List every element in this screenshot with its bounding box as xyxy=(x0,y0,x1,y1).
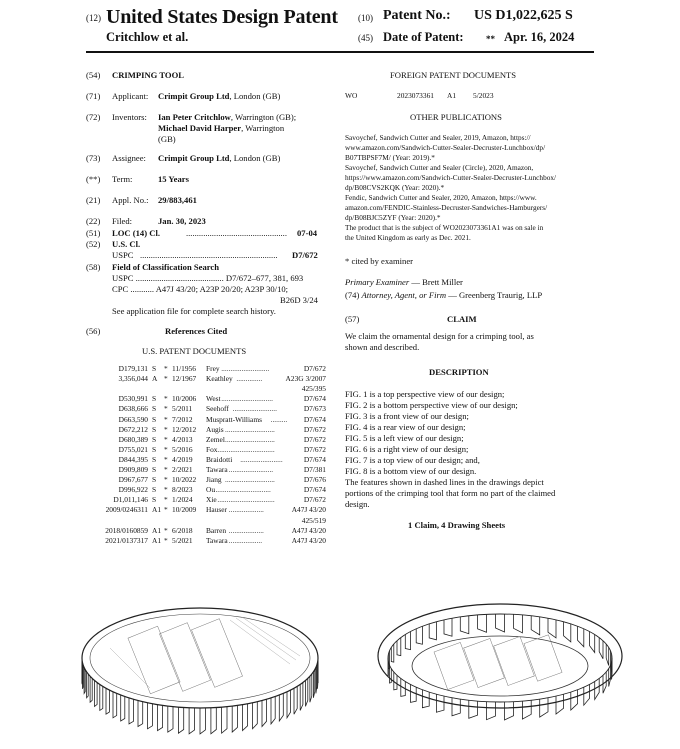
reference-name: Barren xyxy=(206,525,227,535)
filed-label: Filed: xyxy=(112,216,133,226)
reference-date: 8/2023 xyxy=(172,485,193,495)
reference-row xyxy=(86,384,326,394)
figure-description: FIG. 4 is a rear view of our design; xyxy=(345,422,466,432)
reference-name: Keathley xyxy=(206,374,233,384)
reference-row xyxy=(86,505,326,515)
publication-line: The product that is the subject of WO2023073361A1 was on sale in xyxy=(345,223,544,232)
reference-date: 12/1967 xyxy=(172,374,197,384)
cited-note: * cited by examiner xyxy=(345,256,414,266)
crimp-tooth xyxy=(253,702,258,729)
reference-row xyxy=(86,425,326,435)
reference-row xyxy=(86,394,326,404)
uspc-dots: ................................................................ xyxy=(140,250,278,260)
reference-dots: ............................... xyxy=(217,495,275,505)
reference-no: D844,395 xyxy=(118,454,148,464)
reference-s: * xyxy=(164,525,168,535)
crimp-tooth xyxy=(271,697,275,724)
reference-cls: A47J 43/20 xyxy=(291,525,326,535)
reference-k: A1 xyxy=(152,525,162,535)
crimp-tooth xyxy=(222,707,227,734)
patent-no-label: Patent No.: xyxy=(383,8,451,23)
reference-name: Frey xyxy=(206,364,220,373)
field-search-cpc: CPC ........... A47J 43/20; A23P 20/20; A23P 30/10; xyxy=(112,284,289,294)
reference-row xyxy=(86,495,326,505)
crimp-tooth xyxy=(429,622,436,640)
dashed-note-1: The features shown in dashed lines in the drawings depict xyxy=(345,477,544,487)
reference-cls: D7/674 xyxy=(303,414,326,424)
term-num: (**) xyxy=(86,174,101,184)
reference-row xyxy=(86,526,326,536)
reference-name: Tawara xyxy=(206,465,228,474)
patent-number: US D1,022,625 S xyxy=(474,8,573,23)
foreign-date: 5/2023 xyxy=(473,91,494,100)
description-title: DESCRIPTION xyxy=(429,367,489,377)
reference-row xyxy=(86,455,326,465)
field-search-uspc: USPC ......................................... D7/672–677, 381, 693 xyxy=(112,273,304,283)
reference-date: 11/1956 xyxy=(172,364,196,373)
crimp-tooth xyxy=(564,622,571,642)
reference-cls: D7/672 xyxy=(303,434,326,444)
reference-row xyxy=(86,415,326,425)
reference-date: 1/2024 xyxy=(172,495,193,505)
appl-no-label: Appl. No.: xyxy=(112,195,149,205)
publication-line: Savoychef, Sandwich Cutter and Sealer, 2019, Amazon, https:// xyxy=(345,133,531,142)
us-patent-docs-title: U.S. PATENT DOCUMENTS xyxy=(142,346,247,356)
reference-row xyxy=(86,404,326,414)
references-cited-label: References Cited xyxy=(165,326,228,336)
figure-description: FIG. 7 is a top view of our design; and, xyxy=(345,455,480,465)
reference-date: 10/2009 xyxy=(172,505,197,515)
crimp-tooth xyxy=(100,684,103,710)
patent-title: United States Design Patent xyxy=(106,6,338,28)
reference-no: 2021/0137317 xyxy=(105,535,148,545)
publication-line: Savoychef, Sandwich Cutter and Sealer (Circle), 2020, Amazon, xyxy=(345,163,534,172)
reference-date: 12/2012 xyxy=(172,424,197,434)
embossed-text-right xyxy=(434,635,562,690)
crimp-tooth xyxy=(95,680,98,706)
reference-name: Zemel xyxy=(206,434,225,444)
reference-cls: 425/395 xyxy=(301,384,326,394)
reference-name: Xie xyxy=(206,495,217,505)
field-search-label: Field of Classification Search xyxy=(112,262,220,272)
publication-line: the United Kingdom as early as Dec. 2021. xyxy=(345,233,471,242)
publication-line: amazon.com/FENDIC-Stainless-Decruster-Sandwiches-Hamburgers/ xyxy=(345,203,548,212)
reference-name: Fox xyxy=(206,444,218,454)
crimp-tooth xyxy=(452,698,460,716)
header-rule xyxy=(86,51,594,53)
crimp-tooth xyxy=(84,667,85,693)
crimp-tooth xyxy=(514,614,523,633)
reference-date: 2/2021 xyxy=(172,465,193,474)
uspc-label: USPC xyxy=(112,250,134,260)
foreign-country: WO xyxy=(345,91,358,100)
crimp-tooth xyxy=(129,698,134,724)
reference-cls: A47J 43/20 xyxy=(291,535,326,545)
reference-cls: D7/674 xyxy=(303,454,326,464)
reference-no: 3,356,044 xyxy=(118,374,148,384)
reference-cls: A47J 43/20 xyxy=(291,505,326,515)
reference-cls: D7/674 xyxy=(303,485,326,495)
reference-cls: D7/676 xyxy=(303,475,326,485)
reference-k: S xyxy=(152,404,157,414)
filed-date: Jan. 30, 2023 xyxy=(158,216,206,226)
reference-dots: ................... xyxy=(228,525,264,535)
header-num-45: (45) xyxy=(358,33,373,43)
reference-k: A xyxy=(152,374,158,384)
reference-date: 10/2006 xyxy=(172,394,197,404)
crimp-tooth xyxy=(200,708,205,734)
reference-row xyxy=(86,374,326,384)
reference-row xyxy=(86,536,326,546)
figure-description: FIG. 2 is a bottom perspective view of our design; xyxy=(345,400,518,410)
header-num-12: (12) xyxy=(86,13,101,23)
reference-cls: D7/673 xyxy=(303,404,326,414)
reference-dots: ........................ xyxy=(232,404,277,414)
crimp-tooth xyxy=(460,616,469,634)
f52-num: (52) xyxy=(86,239,101,249)
crimp-tooth xyxy=(300,682,303,710)
uspc-value: D7/672 xyxy=(292,250,318,260)
crimp-tooth xyxy=(243,704,248,731)
claims-sheets: 1 Claim, 4 Drawing Sheets xyxy=(408,520,506,530)
reference-row xyxy=(86,364,326,374)
foreign-docs-title: FOREIGN PATENT DOCUMENTS xyxy=(390,70,517,80)
date-label: Date of Patent: xyxy=(383,30,464,44)
reference-date: 5/2021 xyxy=(172,535,193,545)
reference-s: * xyxy=(164,475,168,485)
bottom-perspective-figure xyxy=(378,604,622,720)
figure-description: FIG. 6 is a right view of our design; xyxy=(345,444,469,454)
crimp-tooth xyxy=(87,672,89,698)
dashed-note-3: design. xyxy=(345,499,370,509)
reference-k: S xyxy=(152,485,157,495)
f21-num: (21) xyxy=(86,195,101,205)
reference-dots: ........................... xyxy=(225,424,275,434)
reference-name: Jiang xyxy=(206,475,222,485)
embossed-text-left xyxy=(128,619,243,694)
reference-s: * xyxy=(164,495,168,505)
crimp-tooth xyxy=(578,626,584,647)
reference-no: D638,666 xyxy=(118,404,148,414)
crimp-tooth xyxy=(571,690,578,710)
reference-date: 7/2012 xyxy=(172,414,193,424)
crimp-tooth xyxy=(106,688,109,714)
attorney: (74) Attorney, Agent, or Firm — Greenberg Traurig, LLP xyxy=(345,290,543,300)
reference-s: * xyxy=(164,454,168,464)
reference-date: 5/2016 xyxy=(172,444,193,454)
crimp-tooth xyxy=(121,695,125,721)
reference-k: S xyxy=(152,465,157,474)
f51-num: (51) xyxy=(86,228,101,238)
reference-s: * xyxy=(164,434,168,444)
crimp-tooth xyxy=(113,692,117,718)
reference-name: Ou xyxy=(206,485,216,495)
reference-no: D663,590 xyxy=(118,414,148,424)
reference-cls: D7/672 xyxy=(303,495,326,505)
publication-line: dp/B08CVS2KQK (Year: 2020).* xyxy=(345,183,445,192)
reference-cls: D7/672 xyxy=(303,364,326,373)
reference-no: D680,389 xyxy=(118,434,148,444)
reference-cls: D7/674 xyxy=(303,394,326,404)
primary-examiner: Primary Examiner — Brett Miller xyxy=(345,277,463,287)
f54-num: (54) xyxy=(86,70,101,80)
reference-k: A1 xyxy=(152,505,162,515)
f73-num: (73) xyxy=(86,153,101,163)
reference-no: D672,212 xyxy=(118,424,148,434)
reference-cls: D7/672 xyxy=(303,424,326,434)
reference-dots: ............................ xyxy=(221,394,273,404)
reference-dots: ........................... xyxy=(225,434,275,444)
crimp-tooth xyxy=(540,698,548,717)
reference-row xyxy=(86,475,326,485)
reference-k: S xyxy=(152,424,157,434)
figure-description: FIG. 5 is a left view of our design; xyxy=(345,433,464,443)
reference-s: * xyxy=(164,444,168,454)
reference-cls: 425/519 xyxy=(301,515,326,525)
crimp-tooth xyxy=(279,693,283,721)
crimp-tooth xyxy=(211,708,216,734)
term-value: 15 Years xyxy=(158,174,189,184)
reference-s: * xyxy=(164,535,168,545)
reference-s: * xyxy=(164,374,168,384)
reference-row xyxy=(86,516,326,526)
f58-num: (58) xyxy=(86,262,101,272)
crimp-tooth xyxy=(556,694,564,714)
reference-dots: ....................... xyxy=(240,454,283,464)
crimp-teeth-left xyxy=(82,658,318,734)
crimp-tooth xyxy=(436,694,444,712)
loc-value: 07-04 xyxy=(297,228,318,238)
reference-row xyxy=(86,445,326,455)
reference-no: D755,021 xyxy=(118,444,148,454)
claim-text-2: shown and described. xyxy=(345,342,420,352)
reference-s: * xyxy=(164,364,168,373)
crimp-tooth xyxy=(478,614,487,632)
crimp-tooth xyxy=(548,618,556,638)
crimp-tooth xyxy=(313,670,314,698)
reference-name: Tawara xyxy=(206,535,228,545)
reference-s: * xyxy=(164,465,168,474)
publication-line: Fendic, Sandwich Cutter and Sealer, 2020, Amazon, https://www. xyxy=(345,193,537,202)
us-cl-label: U.S. Cl. xyxy=(112,239,141,249)
reference-name: West xyxy=(206,394,221,404)
reference-k: S xyxy=(152,364,157,373)
reference-name: Braidotti xyxy=(206,454,233,464)
reference-row xyxy=(86,465,326,475)
figure-description: FIG. 3 is a front view of our design; xyxy=(345,411,469,421)
inventor-1: Ian Peter Critchlow, Warrington (GB); xyxy=(158,112,297,122)
reference-dots: .................. xyxy=(228,535,263,545)
f71-num: (71) xyxy=(86,91,101,101)
invention-title: CRIMPING TOOL xyxy=(112,70,185,80)
crimp-tooth xyxy=(168,706,173,732)
f22-num: (22) xyxy=(86,216,101,226)
reference-s: * xyxy=(164,414,168,424)
f56-num: (56) xyxy=(86,326,101,336)
crimp-tooth xyxy=(316,665,317,693)
date-star: ** xyxy=(486,34,495,44)
crimp-teeth-right xyxy=(388,614,612,720)
reference-k: S xyxy=(152,434,157,444)
publication-line: https://www.amazon.com/Sandwich-Cutter-Sealer-Decruster-Lunchbox/ xyxy=(345,173,557,182)
other-pubs-title: OTHER PUBLICATIONS xyxy=(410,112,502,122)
f72-num: (72) xyxy=(86,112,101,122)
inventor-2: Michael David Harper, Warrington xyxy=(158,123,285,133)
reference-s: * xyxy=(164,505,168,515)
reference-name: Hauser xyxy=(206,505,227,515)
reference-k: S xyxy=(152,414,157,424)
reference-s: * xyxy=(164,404,168,414)
claim-num: (57) xyxy=(345,314,360,324)
applicant: Crimpit Group Ltd, London (GB) xyxy=(158,91,281,101)
reference-date: 6/2018 xyxy=(172,525,193,535)
reference-dots: .............. xyxy=(236,374,263,384)
hatching-left xyxy=(110,617,300,688)
crimp-tooth xyxy=(590,632,595,653)
reference-k: S xyxy=(152,394,157,404)
crimp-tooth xyxy=(487,702,496,720)
reference-k: S xyxy=(152,475,157,485)
crimp-tooth xyxy=(310,674,312,702)
reference-cls: D7/672 xyxy=(303,444,326,454)
reference-name: Seehoff xyxy=(206,404,229,414)
dashed-note-2: portions of the crimping tool that form no part of the claimed xyxy=(345,488,556,498)
crimp-tooth xyxy=(189,708,195,734)
crimp-tooth xyxy=(469,700,478,718)
foreign-kind: A1 xyxy=(447,91,457,100)
crimp-tooth xyxy=(158,705,163,731)
reference-s: * xyxy=(164,424,168,434)
reference-date: 10/2022 xyxy=(172,475,197,485)
reference-dots: ............................... xyxy=(217,444,275,454)
loc-dots: ............................................... xyxy=(186,228,287,238)
patent-date: Apr. 16, 2024 xyxy=(504,30,575,44)
header-num-10: (10) xyxy=(358,13,373,23)
publication-line: B07TBPSF7M/ (Year: 2019).* xyxy=(345,153,435,162)
reference-k: S xyxy=(152,495,157,505)
crimping-tool-drawing xyxy=(0,588,680,749)
claim-text-1: We claim the ornamental design for a crimping tool, as xyxy=(345,331,534,341)
crimp-tooth xyxy=(90,676,92,702)
reference-row xyxy=(86,435,326,445)
crimp-tooth xyxy=(232,705,237,732)
reference-no: D530,991 xyxy=(118,394,148,404)
reference-no: D1,011,146 xyxy=(113,495,148,505)
reference-dots: ............................... xyxy=(213,485,271,495)
field-search-note: See application file for complete search history. xyxy=(112,306,276,316)
reference-no: D996,922 xyxy=(118,485,148,495)
crimp-tooth xyxy=(306,678,308,706)
crimp-tooth xyxy=(178,707,183,733)
crimp-tooth xyxy=(83,663,84,689)
reference-name: Muspratt-Williams xyxy=(206,414,262,424)
field-search-cpc-2: B26D 3/24 xyxy=(280,295,318,305)
reference-date: 4/2019 xyxy=(172,454,193,464)
inventors-short: Critchlow et al. xyxy=(106,30,189,44)
reference-cls: A23G 3/2007 xyxy=(285,374,326,384)
loc-label: LOC (14) Cl. xyxy=(112,228,160,238)
crimp-tooth xyxy=(522,700,531,719)
reference-dots: ......... xyxy=(270,414,288,424)
reference-no: D909,809 xyxy=(118,465,148,474)
reference-cls: D7/381 xyxy=(303,465,326,474)
figure-description: FIG. 8 is a bottom view of our design. xyxy=(345,466,477,476)
crimp-tooth xyxy=(262,699,267,726)
inventor-2-place: (GB) xyxy=(158,134,176,144)
reference-k: S xyxy=(152,444,157,454)
term-label: Term: xyxy=(112,174,133,184)
publication-line: dp/B08BJC5ZYF (Year: 2020).* xyxy=(345,213,441,222)
assignee-label: Assignee: xyxy=(112,153,146,163)
reference-date: 5/2011 xyxy=(172,404,193,414)
top-perspective-figure xyxy=(82,608,318,734)
crimp-tooth xyxy=(416,626,422,644)
reference-dots: ........................ xyxy=(228,465,274,474)
crimp-tooth xyxy=(287,690,291,718)
reference-dots: ................... xyxy=(228,505,264,515)
reference-no: 2009/0246311 xyxy=(105,505,148,515)
reference-name: Augis xyxy=(206,424,224,434)
crimp-tooth xyxy=(138,701,143,727)
reference-date: 4/2013 xyxy=(172,434,193,444)
reference-k: S xyxy=(152,454,157,464)
crimp-tooth xyxy=(505,702,514,720)
crimp-tooth xyxy=(584,684,590,705)
crimp-tooth xyxy=(531,616,540,635)
reference-s: * xyxy=(164,394,168,404)
appl-no: 29/883,461 xyxy=(158,195,197,205)
foreign-no: 2023073361 xyxy=(397,91,434,100)
reference-no: D179,131 xyxy=(118,364,148,373)
publication-line: www.amazon.com/Sandwich-Cutter-Sealer-Decruster-Lunchbox/dp/ xyxy=(345,143,546,152)
crimp-tooth xyxy=(496,614,505,632)
reference-no: 2018/0160859 xyxy=(105,525,148,535)
crimp-tooth xyxy=(148,703,153,729)
reference-s: * xyxy=(164,485,168,495)
crimp-tooth xyxy=(444,618,452,636)
reference-dots: ........................... xyxy=(225,475,275,485)
figure-description: FIG. 1 is a top perspective view of our design; xyxy=(345,389,505,399)
claim-title: CLAIM xyxy=(447,314,477,324)
reference-row xyxy=(86,485,326,495)
reference-no: D967,677 xyxy=(118,475,148,485)
assignee: Crimpit Group Ltd, London (GB) xyxy=(158,153,281,163)
reference-dots: .......................... xyxy=(221,364,270,373)
inventors-label: Inventors: xyxy=(112,112,147,122)
applicant-label: Applicant: xyxy=(112,91,149,101)
crimp-tooth xyxy=(294,686,297,714)
reference-k: A1 xyxy=(152,535,162,545)
